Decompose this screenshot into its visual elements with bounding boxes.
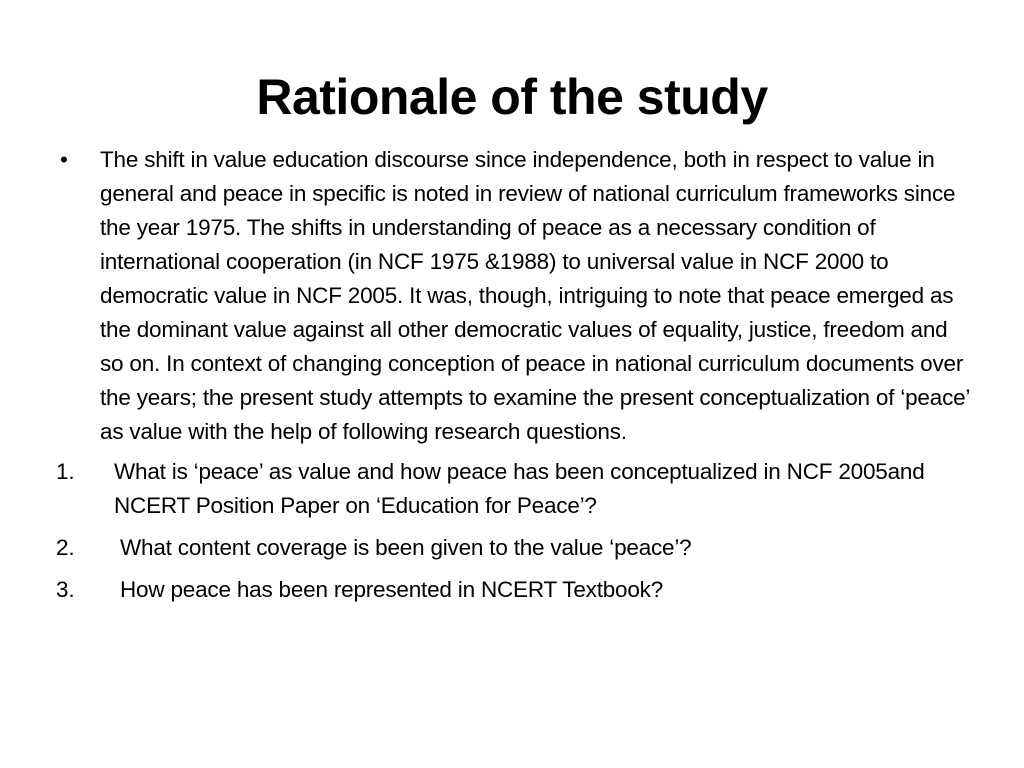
question-number: 3. [56,577,75,602]
bullet-marker: • [60,147,68,172]
slide-title: Rationale of the study [256,69,768,125]
question-number: 2. [56,535,75,560]
research-question-3 [56,573,976,607]
slide-body [56,143,976,615]
research-question-1 [56,455,976,523]
bullet-paragraph [56,143,976,449]
question-number: 1. [56,459,75,484]
question-text: What content coverage is been given to the value ‘peace’? [120,535,692,560]
question-text: What is ‘peace’ as value and how peace has been conceptualized in NCF 2005and NCERT Position Paper on ‘Education for Peace’? [114,459,925,518]
research-question-2 [56,531,976,565]
question-text: How peace has been represented in NCERT Textbook? [120,577,664,602]
bullet-text: The shift in value education discourse since independence, both in respect to value in general and peace in specific is noted in review of national curriculum frameworks since the year 1975. The shifts in understanding of peace as a necessary condition of international cooperation (in NCF 1975 &1988) to universal value in NCF 2000 to democratic value in NCF 2005. It was, though, intriguing to note that peace emerged as the dominant value against all other democratic values of equality, justice, freedom and so on. In context of changing conception of peace in national curriculum documents over the years; the present study attempts to examine the present conceptualization of ‘peace’ as value with the help of following research questions. [100,147,970,444]
